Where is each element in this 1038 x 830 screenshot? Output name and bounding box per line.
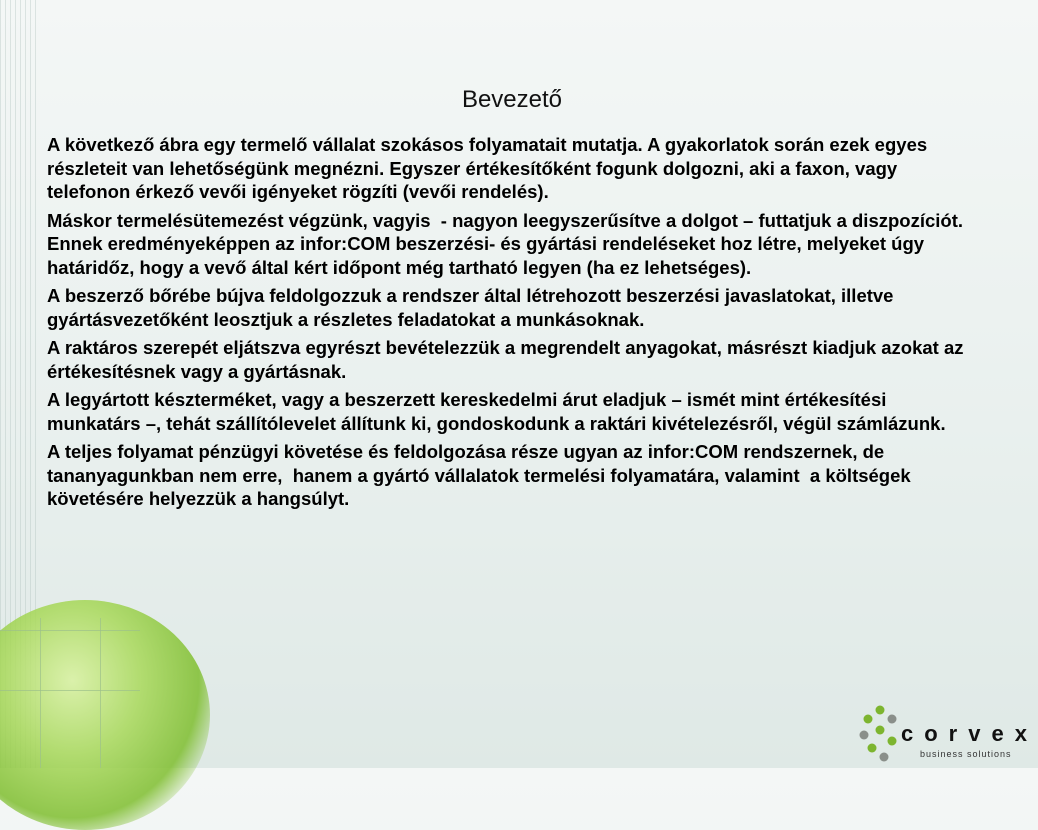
paragraph-1: A következő ábra egy termelő vállalat szokásos folyamatait mutatja. A gyakorlatok során ezek egyes részleteit van lehetőségünk megnézni. Egyszer értékesítőként fogunk dolgozni, aki a faxon, vagy telefonon érkező vevői igényeket rögzíti (vevői rendelés). — [47, 134, 933, 202]
logo-tagline: business solutions — [920, 749, 1012, 759]
paragraph-3: A beszerző bőrébe bújva feldolgozzuk a rendszer által létrehozott beszerzési javaslatokat, illetve gyártásvezetőként leosztjuk a részletes feladatokat a munkásoknak. — [47, 285, 899, 330]
green-apple-decoration — [0, 600, 210, 830]
decor-line — [0, 630, 140, 631]
paragraph-5: A legyártott készterméket, vagy a beszerzett kereskedelmi árut eladjuk – ismét mint értékesítési munkatárs –, tehát szállítólevelet állítunk ki, gondoskodunk a raktári kivételezésről, végül számlázunk. — [47, 389, 946, 434]
decor-line — [40, 618, 41, 768]
paragraph-4: A raktáros szerepét eljátszva egyrészt bevételezzük a megrendelt anyagokat, másrészt kiadjuk azokat az értékesítésnek vagy a gyártásnak. — [47, 337, 969, 382]
decor-line — [100, 618, 101, 768]
decor-line — [0, 690, 140, 691]
slide-title: Bevezető — [461, 86, 563, 114]
logo-dots-icon — [858, 703, 900, 765]
corvex-logo — [858, 703, 1038, 765]
slide-body — [47, 133, 967, 516]
logo-wordmark: corvex — [901, 721, 1038, 746]
paragraph-2: Máskor termelésütemezést végzünk, vagyis - nagyon leegyszerűsítve a dolgot – futtatjuk a diszpozíciót. Ennek eredményeképpen az infor:COM beszerzési- és gyártási rendeléseket hoz létre, melyeket úgy határidőz, hogy a vevő által kért időpont még tartható legyen (ha ez lehetséges). — [47, 209, 969, 278]
paragraph-6: A teljes folyamat pénzügyi követése és feldolgozása része ugyan az infor:COM rendszernek, de tananyagunkban nem erre, hanem a gyártó vállalatok termelési folyamatára, valamint a költségek követésére helyezzük a hangsúlyt. — [47, 441, 916, 509]
